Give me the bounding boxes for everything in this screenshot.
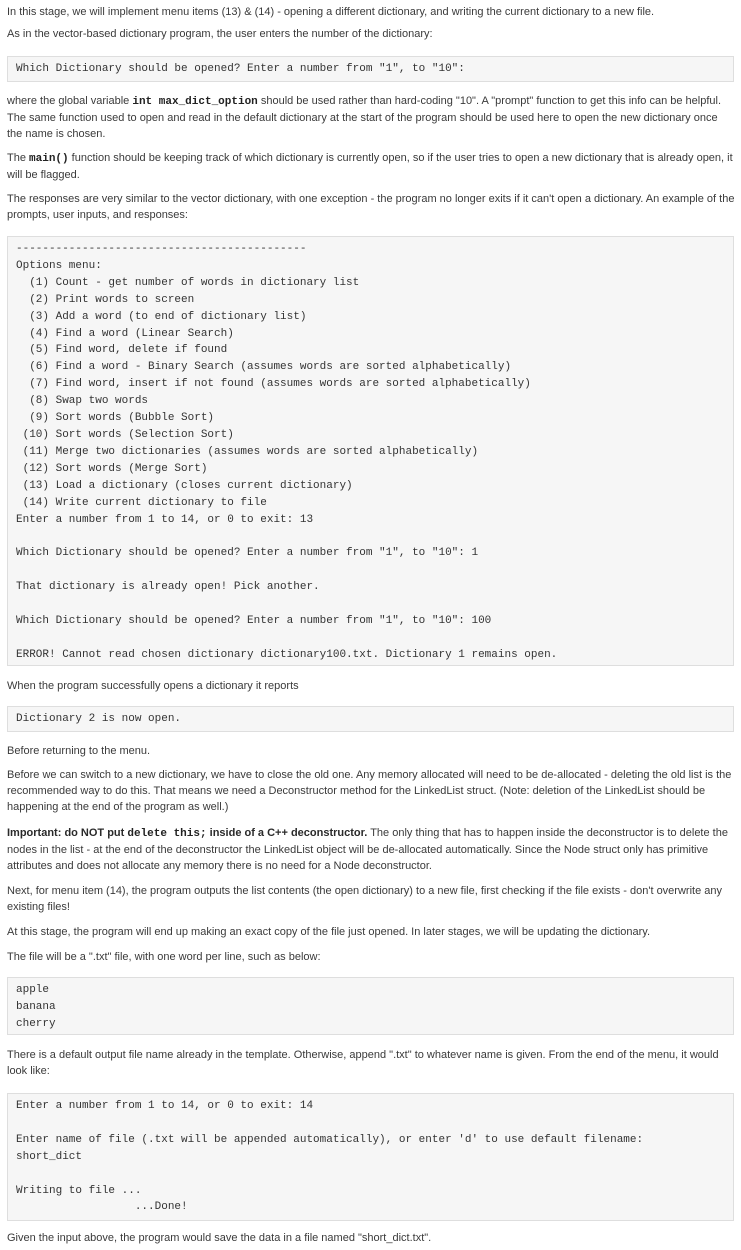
inline-code: int max_dict_option bbox=[132, 96, 258, 108]
max-dict-paragraph bbox=[7, 93, 735, 142]
menu-example-code-block: -------------------------------------------- Options menu: (1) Count - get number of words in dictionary list (2) Print words to screen (3) Add a word (to end of dictionary list) (4) Find a word (Linear Search) (5) Find word, delete if found (6) Find a word - Binary Search (assumes words are sorted alphabetically) (7) Find word, insert if not found (assumes words are sorted alphabetically) (8) Swap two words (9) Sort words (Bubble Sort) (10) Sort words (Selection Sort) (11) Merge two dictionaries (assumes words are sorted alphabetically) (12) Sort words (Merge Sort) (13) Load a dictionary (closes current dictionary) (14) Write current dictionary to file Enter a number from 1 to 14, or 0 to exit: 13 Which Dictionary should be opened? Enter a number from "1", to "10": 1 That dictionary is already open! Pick another. Which Dictionary should be opened? Enter a number from "1", to "10": 100 ERROR! Cannot read chosen dictionary dictionary100.txt. Dictionary 1 remains open. bbox=[7, 236, 734, 666]
text: The bbox=[7, 152, 30, 164]
returning-paragraph: Before returning to the menu. bbox=[7, 745, 151, 757]
main-tracking-paragraph bbox=[7, 150, 735, 183]
inline-code: main() bbox=[29, 153, 69, 165]
txt-format-paragraph: The file will be a ".txt" file, with one word per line, such as below: bbox=[7, 951, 321, 963]
prompt-code-block: Which Dictionary should be opened? Enter a number from "1", to "10": bbox=[7, 56, 734, 82]
vector-note-paragraph: As in the vector-based dictionary program, the user enters the number of the dictionary: bbox=[7, 28, 433, 40]
now-open-code-block: Dictionary 2 is now open. bbox=[7, 706, 734, 732]
important-paragraph bbox=[7, 825, 735, 874]
result-paragraph: Given the input above, the program would save the data in a file named "short_dict.txt". bbox=[7, 1232, 432, 1244]
inline-code: delete this; bbox=[127, 828, 207, 840]
menu-14-paragraph: Next, for menu item (14), the program outputs the list contents (the open dictionary) to a new file, first checking if the file exists - don't overwrite any existing files! bbox=[7, 885, 722, 913]
responses-paragraph: The responses are very similar to the vector dictionary, with one exception - the program no longer exits if it can't open a dictionary. An example of the prompts, user inputs, and responses: bbox=[7, 193, 735, 221]
word-list-code-block: apple banana cherry bbox=[7, 977, 734, 1035]
text: function should be keeping track of which dictionary is currently open, so if the user tries to open a new dictionary that is already open, it will be flagged. bbox=[7, 152, 733, 181]
bold-text: inside of a C++ deconstructor. bbox=[206, 827, 368, 839]
deconstructor-paragraph: Before we can switch to a new dictionary, we have to close the old one. Any memory allocated will need to be de-allocated - deleting the old list is the recommended way to do this. That means we need a Deconstructor method for the LinkedList struct. (Note: deletion of the LinkedList should be happening at the end of the program as well.) bbox=[7, 769, 732, 813]
exact-copy-paragraph: At this stage, the program will end up making an exact copy of the file just opened. In later stages, we will be updating the dictionary. bbox=[7, 926, 651, 938]
text: where the global variable bbox=[7, 95, 133, 107]
bold-text: Important: do NOT put bbox=[7, 827, 128, 839]
default-file-paragraph: There is a default output file name already in the template. Otherwise, append ".txt" to whatever name is given. From the end of the menu, it would look like: bbox=[7, 1049, 719, 1077]
text: The only thing that has to happen inside the deconstructor is to delete the nodes in the list - at the end of the deconstructor the LinkedList object will be de-allocated automatically. Since the Node struct only has primitive attributes and does not allocate any memory there is no need for a Node deconstructor. bbox=[7, 827, 728, 872]
write-file-code-block: Enter a number from 1 to 14, or 0 to exit: 14 Enter name of file (.txt will be appended automatically), or enter 'd' to use default filename: short_dict Writing to file ... ...Done! bbox=[7, 1093, 734, 1221]
success-paragraph: When the program successfully opens a dictionary it reports bbox=[7, 680, 299, 692]
text: should be used rather than hard-coding "10". A "prompt" function to get this info can be helpful. The same function used to open and read in the default dictionary at the start of the program should be used here to open the new dictionary once the name is chosen. bbox=[7, 95, 722, 140]
intro-paragraph: In this stage, we will implement menu items (13) & (14) - opening a different dictionary, and writing the current dictionary to a new file. bbox=[7, 6, 655, 18]
